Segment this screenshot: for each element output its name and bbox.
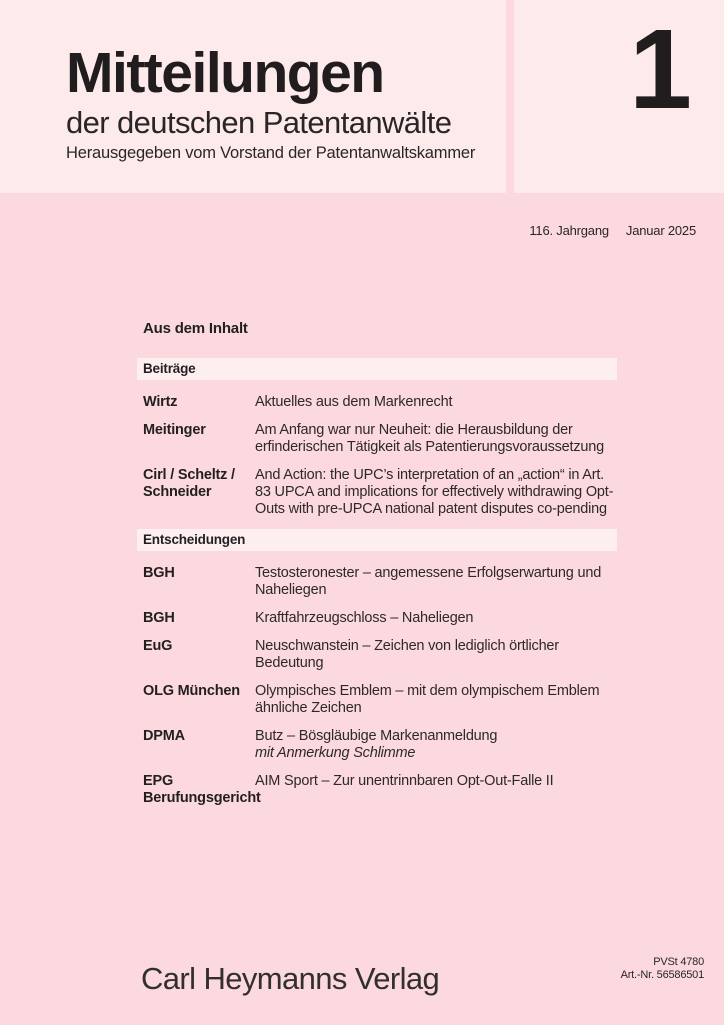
toc-entry-title-block: [255, 638, 617, 672]
toc-entry-title-block: [255, 728, 617, 762]
toc-entry-title-block: [255, 683, 617, 717]
toc-entry-title: And Action: the UPC’s interpretation of an „action“ in Art. 83 UPCA and implications for effectively withdrawing Opt-Outs with pre-UPCA national patent disputes co-pending: [255, 467, 614, 517]
issue-volume: 116. Jahrgang: [529, 223, 609, 238]
toc-entry-author: Meitinger: [143, 422, 206, 438]
issue-number: 1: [629, 6, 690, 132]
table-of-contents: [137, 320, 617, 818]
toc-entry-author: EPG Berufungsgericht: [143, 773, 261, 806]
toc-entry: [137, 610, 617, 627]
toc-entry-title: Kraftfahrzeugschloss – Naheliegen: [255, 610, 474, 626]
toc-entry-title: Aktuelles aus dem Markenrecht: [255, 394, 453, 410]
toc-entry-title: Olympisches Emblem – mit dem olympischem Emblem ähnliche Zeichen: [255, 683, 600, 716]
toc-entry-title: Butz – Bösgläubige Markenanmeldung: [255, 728, 498, 744]
toc-entry-title-block: [255, 422, 617, 456]
contents-sections: [137, 358, 617, 807]
toc-entry-author: EuG: [143, 638, 173, 654]
toc-entry-author: BGH: [143, 565, 175, 581]
masthead-panel: [0, 0, 506, 193]
toc-entry-author: Wirtz: [143, 394, 178, 410]
toc-entry-title-block: [255, 610, 617, 627]
toc-entry-author: Cirl / Scheltz / Schneider: [143, 467, 235, 500]
toc-entry-title: AIM Sport – Zur unentrinnbaren Opt-Out-Falle II: [255, 773, 554, 789]
toc-entry-author: OLG München: [143, 683, 240, 699]
toc-entry-note: mit Anmerkung Schlimme: [255, 745, 416, 761]
journal-tagline: Herausgegeben vom Vorstand der Patentanwaltskammer: [66, 144, 476, 162]
toc-entry-author: BGH: [143, 610, 175, 626]
toc-section: [137, 358, 617, 518]
toc-entry: [137, 728, 617, 762]
toc-entry-title-block: [255, 565, 617, 599]
journal-subtitle: der deutschen Patentanwälte: [66, 105, 452, 140]
toc-entry-title: Am Anfang war nur Neuheit: die Herausbildung der erfinderischen Tätigkeit als Patentierungsvoraussetzung: [255, 422, 605, 455]
toc-entry-author: DPMA: [143, 728, 185, 744]
section-header: Beiträge: [137, 358, 617, 380]
toc-entry: [137, 773, 617, 807]
masthead-text-block: [66, 41, 476, 163]
toc-entry: [137, 467, 617, 518]
journal-title: Mitteilungen: [66, 41, 384, 105]
issue-panel: [514, 0, 724, 238]
toc-entry: [137, 565, 617, 599]
toc-entry-title-block: [255, 467, 617, 518]
postal-code: PVSt 4780: [653, 956, 704, 968]
toc-entry: [137, 638, 617, 672]
issue-meta: [529, 223, 696, 238]
toc-entry: [137, 422, 617, 456]
publisher-name: Carl Heymanns Verlag: [141, 961, 440, 996]
contents-heading: Aus dem Inhalt: [143, 320, 248, 337]
issue-date: Januar 2025: [625, 223, 696, 238]
footer-small-print: [621, 956, 704, 982]
toc-entry: [137, 683, 617, 717]
toc-entry-title: Neuschwanstein – Zeichen von lediglich örtlicher Bedeutung: [255, 638, 559, 671]
section-header: Entscheidungen: [137, 529, 617, 551]
toc-section: [137, 529, 617, 807]
toc-entry-title: Testosteronester – angemessene Erfolgserwartung und Naheliegen: [255, 565, 602, 598]
toc-entry: [137, 394, 617, 411]
toc-entry-title-block: [255, 773, 617, 807]
article-number: Art.-Nr. 56586501: [620, 969, 704, 981]
toc-entry-title-block: [255, 394, 617, 411]
